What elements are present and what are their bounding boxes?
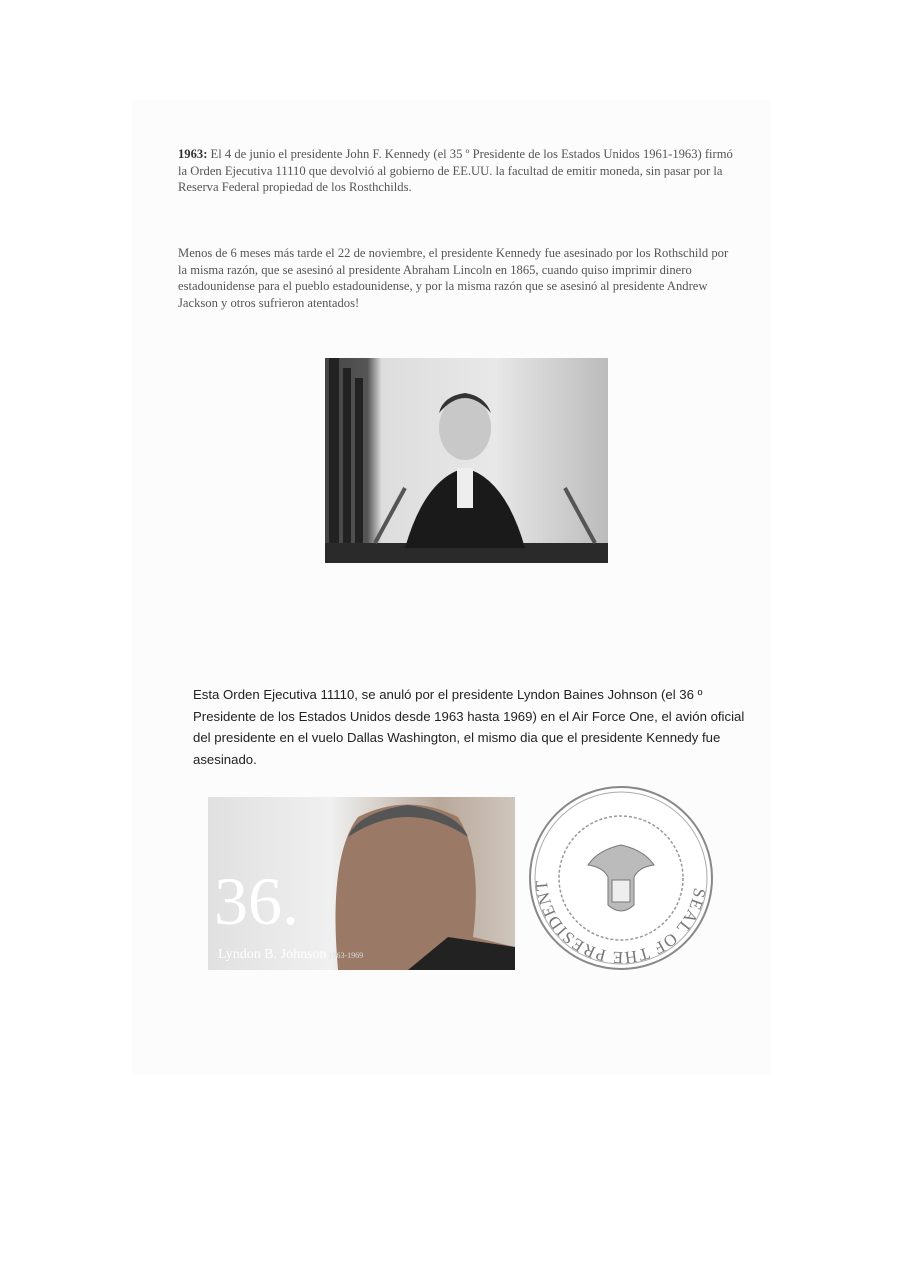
paragraph-assassination: Menos de 6 meses más tarde el 22 de noviembre, el presidente Kennedy fue asesinado por los Rothschild por la misma razón, que se asesinó al presidente Abraham Lincoln en 1865, cuando quiso imprimir dinero estadounidense para el pueblo estadounidense, y por la misma razón que se asesinó al presidente Andrew Jackson y otros sufrieron atentados! — [178, 246, 729, 310]
paragraph-order-11110 — [178, 146, 738, 196]
president-name-caption — [218, 947, 363, 963]
presidential-seal-image — [528, 785, 714, 971]
johnson-photo — [208, 797, 515, 970]
president-years: 1963-1969 — [328, 951, 364, 960]
kennedy-photo — [325, 358, 608, 563]
president-number: 36. — [214, 863, 299, 939]
president-name: Lyndon B. Johnson — [218, 947, 327, 962]
paragraph-johnson: Esta Orden Ejecutiva 11110, se anuló por el presidente Lyndon Baines Johnson (el 36 º Presidente de los Estados Unidos desde 1963 hasta 1969) en el Air Force One, el avión oficial del presidente en el vuelo Dallas Washington, el mismo dia que el presidente Kennedy fue asesinado. — [193, 687, 745, 767]
year-lead: 1963: — [178, 147, 208, 161]
paragraph-text: El 4 de junio el presidente John F. Kennedy (el 35 º Presidente de los Estados Unidos 1961-1963) firmó la Orden Ejecutiva 11110 que devolvió al gobierno de EE.UU. la facultad de emitir moneda, sin pasar por la Reserva Federal propiedad de los Rosthchilds. — [178, 147, 733, 195]
svg-text:SEAL OF THE PRESIDENT OF THE U: SEAL OF THE PRESIDENT — [531, 878, 710, 968]
